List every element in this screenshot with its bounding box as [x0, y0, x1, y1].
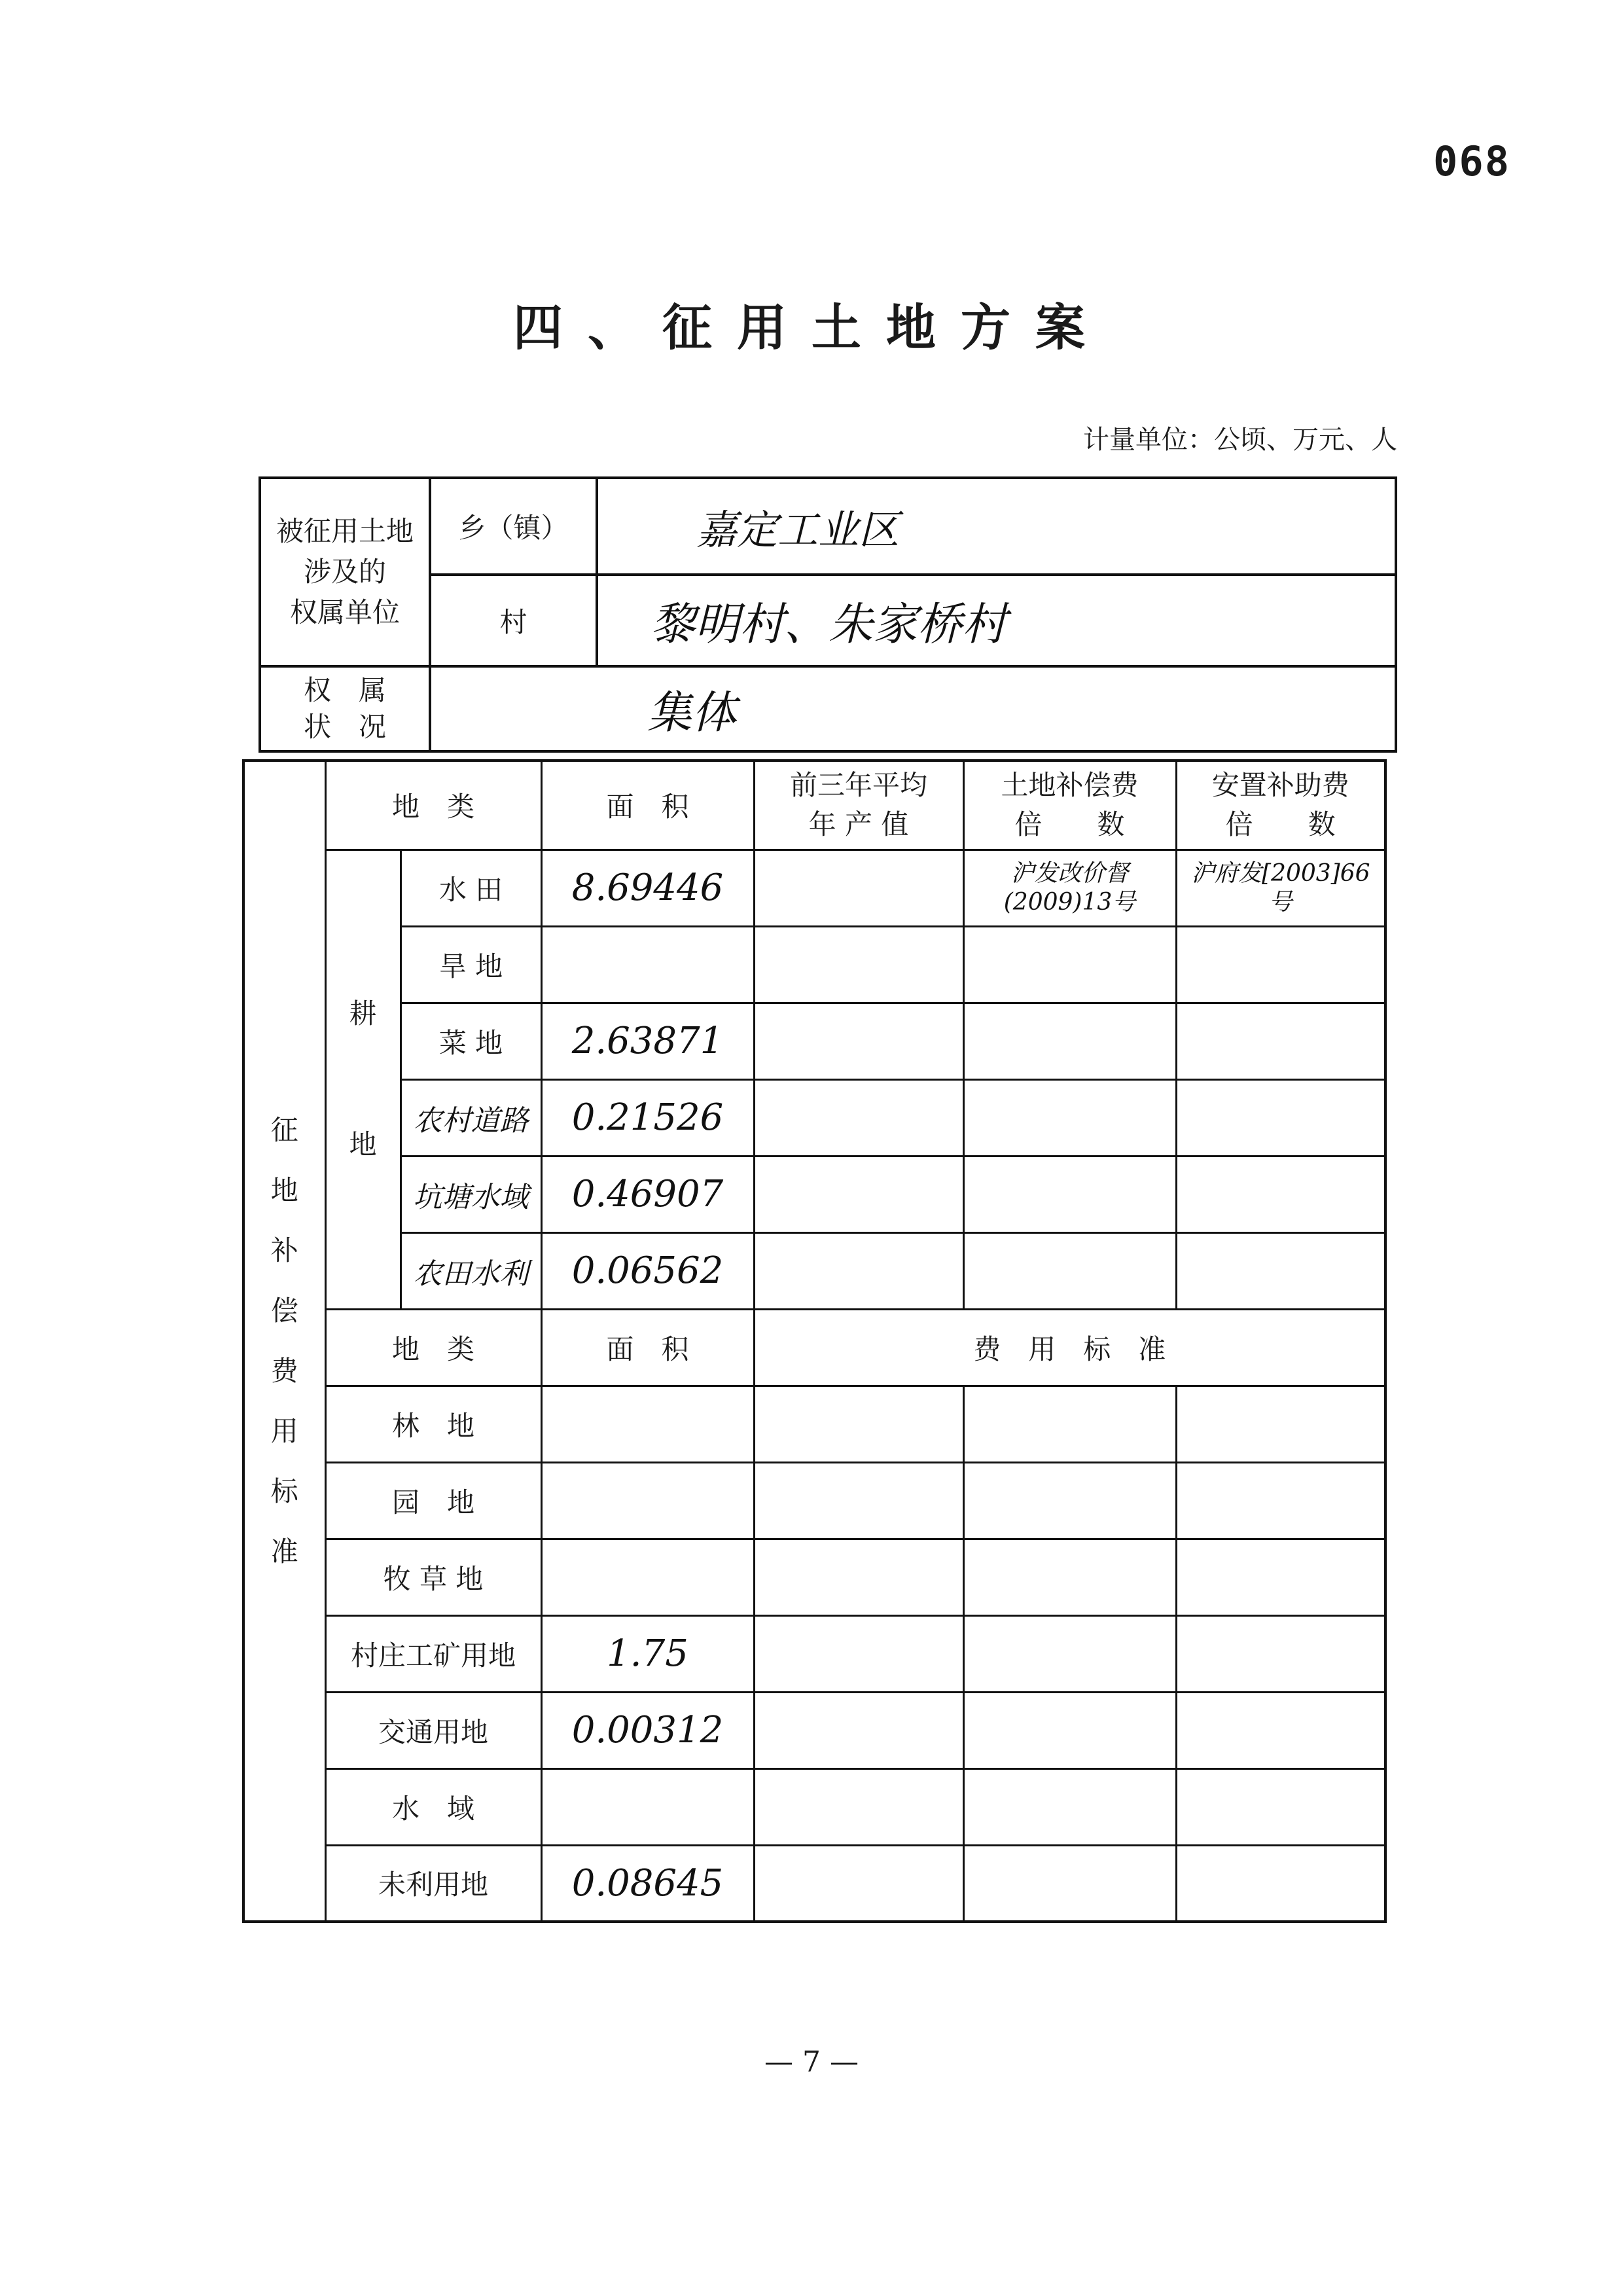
header-avg-output-line: 年 产 值: [808, 808, 909, 841]
area-cell: [541, 850, 754, 926]
header2-land-type: 地 类: [325, 1309, 541, 1386]
land-multiplier-cell: [963, 1003, 1176, 1079]
table-row: [243, 1232, 1385, 1309]
header-land-type: 地 类: [325, 761, 541, 850]
township-label: 乡（镇）: [430, 478, 597, 575]
header2-area: 面 积: [541, 1309, 754, 1386]
unit-note: 计量单位：公顷、万元、人: [1083, 425, 1397, 455]
resettle-multiplier-cell: [1176, 1156, 1385, 1232]
land-type-cell: 未利用地: [325, 1845, 541, 1922]
area-cell: [541, 1692, 754, 1768]
land-multiplier-value: 沪发改价督(2009)13号: [1003, 859, 1136, 916]
ownership-status-value-cell: [430, 666, 1396, 751]
area-cell: [541, 1768, 754, 1845]
page-footer: — 7 —: [764, 2045, 859, 2079]
avg-cell: [754, 1232, 963, 1309]
fee-cell: [963, 1692, 1176, 1768]
table-row: [243, 1079, 1385, 1156]
area-cell: [541, 1462, 754, 1539]
resettle-multiplier-cell: [1176, 850, 1385, 926]
status-label-line: 权 属: [303, 674, 386, 706]
page-title: 四、征用土地方案: [513, 298, 1110, 357]
header-land-multiplier-line: 土地补偿费: [1001, 769, 1139, 802]
fee-cell: [1176, 1692, 1385, 1768]
land-type-cell: 园 地: [325, 1462, 541, 1539]
table-row: [243, 850, 1385, 926]
area-value: 1.75: [607, 1632, 688, 1675]
header-land-multiplier: [963, 761, 1176, 850]
ownership-label-line: 被征用土地: [276, 515, 414, 547]
land-type-cell: 水 田: [401, 850, 541, 926]
area-cell: [541, 926, 754, 1003]
fee-cell: [1176, 1615, 1385, 1692]
land-type-value: 农村道路: [413, 1103, 529, 1138]
table-row: [243, 926, 1385, 1003]
land-multiplier-cell: [963, 1232, 1176, 1309]
area-cell: [541, 1156, 754, 1232]
avg-cell: [754, 850, 963, 926]
avg-cell: [754, 926, 963, 1003]
header-resettle-multiplier: [1176, 761, 1385, 850]
header2-fee-standard: 费 用 标 准: [754, 1309, 1385, 1386]
area-cell: [541, 1386, 754, 1462]
area-cell: [541, 1615, 754, 1692]
fee-cell: [1176, 1386, 1385, 1462]
resettle-multiplier-cell: [1176, 1079, 1385, 1156]
land-type-value: 农田水利: [413, 1257, 529, 1291]
resettle-multiplier-cell: [1176, 1232, 1385, 1309]
land-type-cell: [401, 1232, 541, 1309]
table-row: [243, 1539, 1385, 1615]
ownership-label-line: 权属单位: [289, 596, 400, 628]
fee-cell: [754, 1692, 963, 1768]
area-cell: [541, 1079, 754, 1156]
area-value: 0.21526: [571, 1096, 724, 1139]
header-land-multiplier-line: 倍 数: [1014, 808, 1125, 841]
resettle-multiplier-value: 沪府发[2003]66号: [1191, 859, 1370, 916]
area-value: 0.46907: [571, 1173, 724, 1215]
village-label: 村: [430, 575, 597, 666]
ownership-status-value: 集体: [647, 687, 737, 739]
page-number: 068: [1433, 137, 1510, 185]
land-type-cell: 旱 地: [401, 926, 541, 1003]
header-avg-output: [754, 761, 963, 850]
table-row: [243, 1003, 1385, 1079]
area-value: 0.00312: [571, 1709, 724, 1751]
fee-cell: [1176, 1768, 1385, 1845]
compensation-table: [242, 759, 1387, 1923]
fee-cell: [1176, 1462, 1385, 1539]
land-type-cell: 菜 地: [401, 1003, 541, 1079]
table-row: [243, 1462, 1385, 1539]
area-value: 0.06562: [571, 1249, 724, 1292]
area-cell: [541, 1539, 754, 1615]
land-type-cell: [401, 1156, 541, 1232]
land-type-value: 坑塘水域: [413, 1180, 529, 1214]
area-value: 2.63871: [571, 1020, 724, 1062]
fee-cell: [963, 1386, 1176, 1462]
fee-cell: [1176, 1845, 1385, 1922]
area-value: 8.69446: [571, 867, 724, 909]
village-value: 黎明村、朱家桥村: [651, 598, 1007, 651]
header-resettle-multiplier-line: 安置补助费: [1211, 769, 1349, 802]
fee-cell: [963, 1539, 1176, 1615]
table-row: [243, 1386, 1385, 1462]
header-avg-output-line: 前三年平均: [790, 769, 928, 802]
land-type-cell: 水 域: [325, 1768, 541, 1845]
land-multiplier-cell: [963, 926, 1176, 1003]
fee-cell: [754, 1768, 963, 1845]
land-type-cell: 林 地: [325, 1386, 541, 1462]
land-multiplier-cell: [963, 1156, 1176, 1232]
area-cell: [541, 1232, 754, 1309]
ownership-table: [259, 476, 1397, 753]
table-row: [243, 1768, 1385, 1845]
village-value-cell: [597, 575, 1396, 666]
avg-cell: [754, 1156, 963, 1232]
ownership-status-label: [260, 666, 430, 751]
land-type-cell: 交通用地: [325, 1692, 541, 1768]
fee-cell: [754, 1539, 963, 1615]
header-area: 面 积: [541, 761, 754, 850]
fee-cell: [754, 1462, 963, 1539]
avg-cell: [754, 1079, 963, 1156]
land-type-cell: 牧 草 地: [325, 1539, 541, 1615]
compensation-side-label: [243, 761, 325, 1922]
fee-cell: [963, 1768, 1176, 1845]
ownership-unit-label: [260, 478, 430, 666]
fee-cell: [754, 1615, 963, 1692]
resettle-multiplier-cell: [1176, 926, 1385, 1003]
farmland-label-text: 耕地: [349, 997, 377, 1160]
fee-cell: [963, 1845, 1176, 1922]
header-resettle-multiplier-line: 倍 数: [1225, 808, 1336, 841]
fee-cell: [1176, 1539, 1385, 1615]
table-row: [243, 1615, 1385, 1692]
land-type-cell: 村庄工矿用地: [325, 1615, 541, 1692]
area-cell: [541, 1845, 754, 1922]
avg-cell: [754, 1003, 963, 1079]
table-row: [243, 1156, 1385, 1232]
table-row: [243, 1692, 1385, 1768]
side-label-text: 征地补偿费用标准: [270, 1114, 298, 1568]
farmland-label: [325, 850, 401, 1309]
fee-cell: [963, 1462, 1176, 1539]
area-cell: [541, 1003, 754, 1079]
land-type-cell: [401, 1079, 541, 1156]
resettle-multiplier-cell: [1176, 1003, 1385, 1079]
township-value-cell: [597, 478, 1396, 575]
fee-cell: [754, 1386, 963, 1462]
ownership-label-line: 涉及的: [303, 556, 386, 588]
land-multiplier-cell: [963, 850, 1176, 926]
area-value: 0.08645: [571, 1861, 724, 1905]
fee-cell: [963, 1615, 1176, 1692]
status-label-line: 状 况: [303, 711, 386, 743]
table-row: [243, 1845, 1385, 1922]
fee-cell: [754, 1845, 963, 1922]
land-multiplier-cell: [963, 1079, 1176, 1156]
township-value: 嘉定工业区: [696, 505, 900, 554]
